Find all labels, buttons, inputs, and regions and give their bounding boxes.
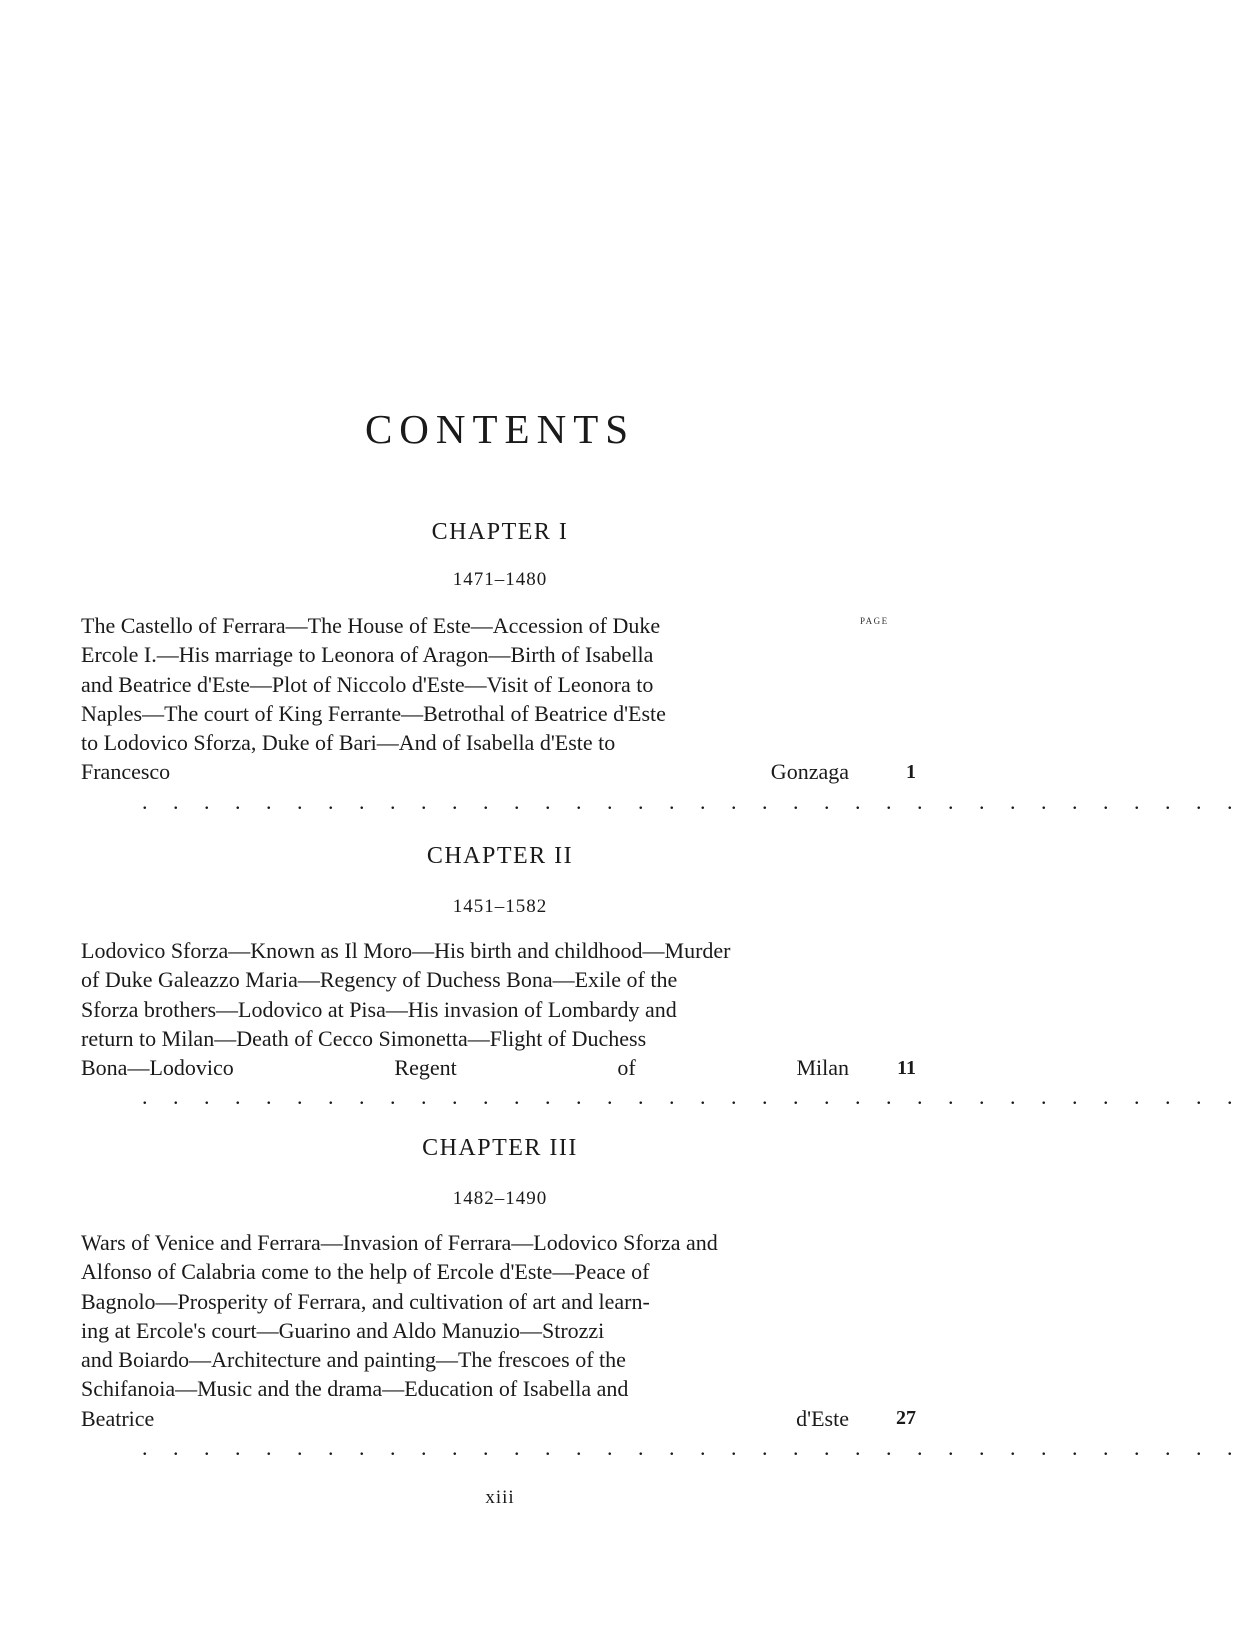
summary-line: The Castello of Ferrara—The House of Este—Accession of Duke (81, 613, 661, 638)
summary-line: return to Milan—Death of Cecco Simonetta—Flight of Duchess (81, 1025, 647, 1051)
footer-page-number: xiii (485, 1487, 515, 1508)
summary-line: Lodovico Sforza—Known as Il Moro—His birth and childhood—Murder (81, 938, 731, 963)
chapter-2-years: 1451–1582 (452, 896, 548, 917)
chapter-3-page-number: 27 (896, 1407, 916, 1429)
summary-line: Schifanoia—Music and the drama—Education of Isabella and (81, 1376, 629, 1402)
summary-line: to Lodovico Sforza, Duke of Bari—And of Isabella d'Este to (81, 730, 616, 756)
summary-line: Alfonso of Calabria come to the help of Ercole d'Este—Peace of (81, 1259, 650, 1285)
dot-leader: . . . . . . . . . . . . . . . . . . . . . . . . . . . . . . . . . . . . (142, 788, 1243, 814)
summary-line: Naples—The court of King Ferrante—Betrothal of Beatrice d'Este (81, 700, 666, 726)
summary-last-text: Beatrice d'Este (81, 1405, 849, 1431)
summary-line: ing at Ercole's court—Guarino and Aldo Manuzio—Strozzi (81, 1317, 605, 1343)
chapter-3-years: 1482–1490 (452, 1188, 548, 1209)
chapter-2-page-number: 11 (897, 1057, 916, 1079)
summary-last-text: Francesco Gonzaga (81, 759, 849, 785)
summary-line: Sforza brothers—Lodovico at Pisa—His invasion of Lombardy and (81, 996, 677, 1022)
summary-line: and Boiardo—Architecture and painting—The frescoes of the (81, 1347, 626, 1373)
chapter-1-heading: CHAPTER I (431, 519, 569, 545)
summary-line: Ercole I.—His marriage to Leonora of Aragon—Birth of Isabella (81, 642, 654, 668)
summary-line: of Duke Galeazzo Maria—Regency of Duchess Bona—Exile of the (81, 967, 678, 993)
summary-line: and Beatrice d'Este—Plot of Niccolo d'Este—Visit of Leonora to (81, 671, 654, 697)
chapter-3-heading: CHAPTER III (422, 1135, 578, 1161)
chapter-1-page-number: 1 (906, 761, 916, 783)
summary-last-text: Bona—Lodovico Regent of Milan (81, 1055, 849, 1081)
summary-last-line (81, 757, 1243, 816)
chapter-1-years: 1471–1480 (452, 569, 548, 590)
summary-line: Wars of Venice and Ferrara—Invasion of Ferrara—Lodovico Sforza and (81, 1230, 718, 1255)
summary-line: Bagnolo—Prosperity of Ferrara, and cultivation of art and learn- (81, 1288, 650, 1314)
chapter-2-heading: CHAPTER II (426, 843, 574, 869)
page-column-label: PAGE (860, 616, 889, 626)
dot-leader: . . . . . . . . . . . . . . . . . . . . . . . . . . . . . . . . . . . . (142, 1435, 1243, 1461)
dot-leader: . . . . . . . . . . . . . . . . . . . . . . . . . . . . . . . . . . . . (142, 1084, 1243, 1110)
page-title: CONTENTS (364, 406, 636, 452)
